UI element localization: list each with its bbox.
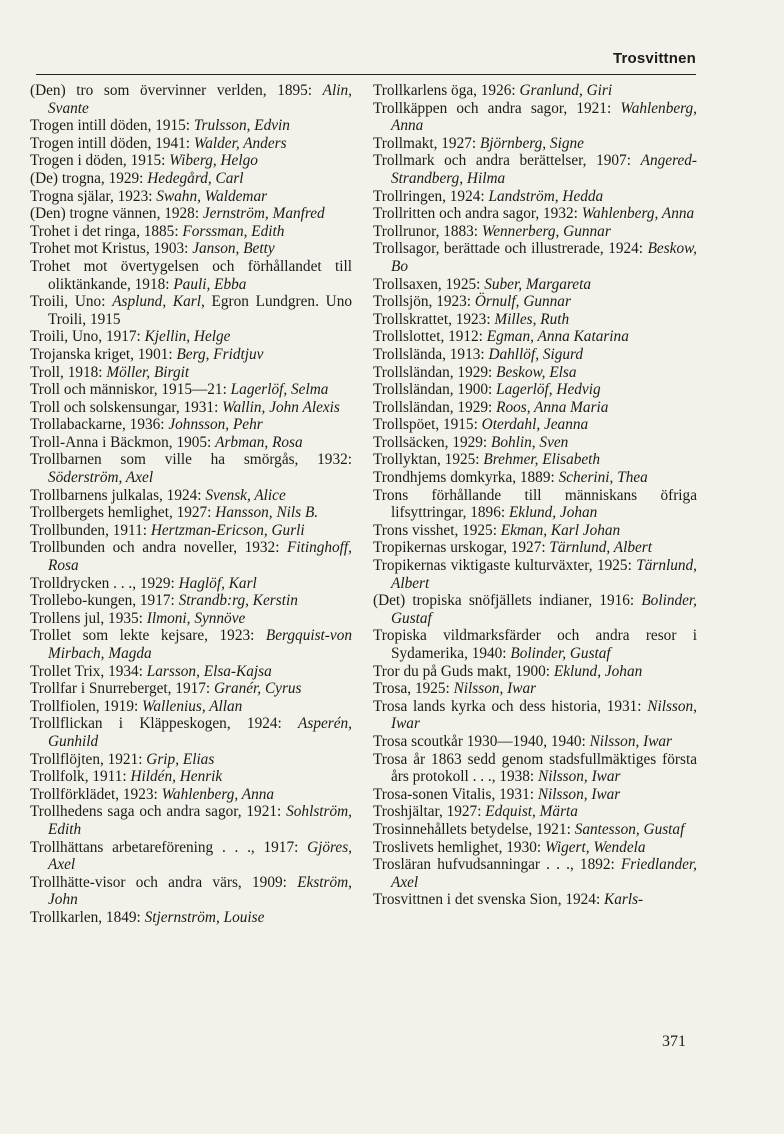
entry-title: Trosa, 1925: xyxy=(373,680,454,698)
index-entry xyxy=(373,346,697,364)
index-entry xyxy=(30,258,352,293)
entry-title: Trollkarlen, 1849: xyxy=(30,908,145,926)
entry-author: Wallin, John Alexis xyxy=(222,398,340,416)
entry-author: Nilsson, Iwar xyxy=(391,697,697,733)
entry-title: (Det) tropiska snöfjällets indianer, 1916: xyxy=(373,592,642,610)
entry-title: Troili, Uno, 1917: xyxy=(30,328,145,346)
entry-title: Trollsäcken, 1929: xyxy=(373,433,491,451)
entry-author: Björnberg, Signe xyxy=(479,134,584,152)
entry-title: Trosvittnen i det svenska Sion, 1924: xyxy=(373,891,605,909)
index-entry xyxy=(373,276,697,294)
entry-author: Asperén, Gunhild xyxy=(48,715,352,750)
entry-title: Trollyktan, 1925: xyxy=(373,451,484,469)
entry-author: Hertzman-Ericson, Gurli xyxy=(150,521,305,539)
index-entry xyxy=(373,522,697,540)
index-entry xyxy=(30,416,352,434)
entry-title: Trogen i döden, 1915: xyxy=(30,152,170,170)
entry-author: Karls- xyxy=(604,891,644,909)
index-entry xyxy=(30,82,352,117)
entry-author: Stjernström, Louise xyxy=(144,908,265,926)
index-entry xyxy=(373,434,697,452)
index-entry xyxy=(373,399,697,417)
index-entry xyxy=(30,680,352,698)
entry-author: Alin, Svante xyxy=(48,82,352,117)
left-column xyxy=(30,82,352,927)
entry-title: Trollfar i Snurreberget, 1917: xyxy=(30,680,214,698)
index-entry xyxy=(373,240,697,275)
entry-author: Tärnlund, Albert xyxy=(549,539,652,557)
entry-title: Trollrunor, 1883: xyxy=(373,222,482,240)
entry-author: Landström, Hedda xyxy=(488,187,604,205)
entry-author: Trulsson, Edvin xyxy=(193,117,290,135)
entry-author: Roos, Anna Maria xyxy=(496,398,609,416)
entry-title: Troili, Uno: xyxy=(30,293,113,311)
entry-title: Trogen intill döden, 1941: xyxy=(30,134,194,152)
entry-title: Tropikernas viktigaste kulturväxter, 1925: xyxy=(373,557,637,575)
entry-author: Berg, Fridtjuv xyxy=(176,345,264,363)
entry-author: Arbman, Rosa xyxy=(215,433,303,451)
index-entry xyxy=(373,627,697,662)
entry-title: Trondhjems domkyrka, 1889: xyxy=(373,469,559,487)
entry-author: Wennerberg, Gunnar xyxy=(481,222,611,240)
index-entry xyxy=(30,205,352,223)
entry-title: Trollmark och andra berättelser, 1907: xyxy=(373,152,641,170)
entry-title: Trogen intill döden, 1915: xyxy=(30,117,194,135)
entry-author: Örnulf, Gunnar xyxy=(474,293,571,311)
entry-title: Troslivets hemlighet, 1930: xyxy=(373,838,545,856)
entry-title: Trollsländan, 1929: xyxy=(373,363,497,381)
index-entry xyxy=(373,539,697,557)
page-number: 371 xyxy=(662,1033,686,1050)
entry-author: Nilsson, Iwar xyxy=(538,768,621,786)
index-entry xyxy=(373,839,697,857)
index-entry xyxy=(373,135,697,153)
entry-author: Lagerlöf, Hedvig xyxy=(496,381,601,399)
index-entry xyxy=(373,328,697,346)
index-entry xyxy=(30,170,352,188)
entry-author: Wahlenberg, Anna xyxy=(391,99,697,135)
entry-author: Johnsson, Pehr xyxy=(168,416,263,434)
index-entry xyxy=(373,698,697,733)
entry-author: Bohlin, Sven xyxy=(490,433,569,451)
entry-title: Trosa år 1863 sedd genom stadsfullmäktiges första års protokoll . . ., 1938: xyxy=(373,750,697,786)
entry-title: Trollringen, 1924: xyxy=(373,187,489,205)
entry-title: Trollbunden, 1911: xyxy=(30,521,151,539)
entry-author: Granlund, Giri xyxy=(519,82,613,99)
entry-author: Söderström, Axel xyxy=(48,469,154,487)
entry-author: Bolinder, Gustaf xyxy=(510,645,611,662)
entry-title: Trollhedens saga och andra sagor, 1921: xyxy=(30,803,287,821)
index-entry xyxy=(30,117,352,135)
entry-author: Milles, Ruth xyxy=(494,310,570,328)
index-entry xyxy=(373,786,697,804)
entry-author: Wahlenberg, Anna xyxy=(581,205,695,223)
index-entry xyxy=(30,786,352,804)
entry-title: Trosa-sonen Vitalis, 1931: xyxy=(373,785,538,803)
entry-author: Nilsson, Iwar xyxy=(537,785,621,803)
entry-author: Granér, Cyrus xyxy=(213,680,302,698)
entry-author: Suber, Margareta xyxy=(484,275,591,293)
index-entry xyxy=(30,346,352,364)
entry-author: Fitinghoff, Rosa xyxy=(48,539,352,575)
entry-author: Eklund, Johan xyxy=(508,504,598,522)
entry-author: Friedlander, Axel xyxy=(391,856,697,891)
entry-title: Trollflöjten, 1921: xyxy=(30,750,147,768)
entry-title: Trollsaxen, 1925: xyxy=(373,275,485,293)
index-entry xyxy=(373,680,697,698)
index-entry xyxy=(373,487,697,522)
index-entry xyxy=(30,715,352,750)
entry-author: Bergquist-von Mirbach, Magda xyxy=(48,627,352,662)
index-entry xyxy=(373,188,697,206)
index-entry xyxy=(30,663,352,681)
entry-title: Trogna själar, 1923: xyxy=(30,187,157,205)
entry-author: Wahlenberg, Anna xyxy=(161,785,275,803)
entry-title: Trollkäppen och andra sagor, 1921: xyxy=(373,99,621,117)
entry-title: Tropiska vildmarksfärder och andra resor i Sydamerika, 1940: xyxy=(373,627,697,662)
entry-author: Lagerlöf, Selma xyxy=(230,381,329,399)
entry-title: Troshjältar, 1927: xyxy=(373,803,486,821)
index-entry xyxy=(30,487,352,505)
index-entry xyxy=(30,698,352,716)
entry-author: Kjellin, Helge xyxy=(144,328,231,346)
entry-title: Trons visshet, 1925: xyxy=(373,521,501,539)
index-entry xyxy=(373,557,697,592)
index-entry xyxy=(30,874,352,909)
entry-title: Trollfolk, 1911: xyxy=(30,768,131,786)
index-entry xyxy=(30,592,352,610)
entry-title: Trollhättans arbetareförening . . ., 1917: xyxy=(30,838,308,856)
index-entry xyxy=(373,293,697,311)
entry-title: Trons förhållande till människans öfriga lifsyttringar, 1896: xyxy=(373,486,697,522)
entry-author: Ekström, John xyxy=(48,873,352,909)
entry-title: Trollabackarne, 1936: xyxy=(30,416,169,434)
entry-author: Angered-Strandberg, Hilma xyxy=(391,152,697,187)
index-entry xyxy=(373,451,697,469)
entry-author: Brehmer, Elisabeth xyxy=(483,451,601,469)
entry-author: Jernström, Manfred xyxy=(202,205,325,223)
entry-title: Trollet som lekte kejsare, 1923: xyxy=(30,627,266,645)
entry-title: Trollflickan i Kläppeskogen, 1924: xyxy=(30,715,299,733)
entry-author: Gjöres, Axel xyxy=(48,838,352,874)
index-entry xyxy=(30,610,352,628)
index-entry xyxy=(30,803,352,838)
index-entry xyxy=(30,399,352,417)
entry-author: Wiberg, Helgo xyxy=(169,152,258,170)
entry-author: Pauli, Ebba xyxy=(173,275,247,293)
entry-title: Trollet Trix, 1934: xyxy=(30,662,147,680)
index-entry xyxy=(373,663,697,681)
entry-title: Trollbarnens julkalas, 1924: xyxy=(30,486,206,504)
entry-author: Nilsson, Iwar xyxy=(589,732,673,750)
entry-title: Trohet mot Kristus, 1903: xyxy=(30,240,193,258)
entry-author: Walder, Anders xyxy=(193,134,287,152)
entry-suffix: Egron Lundgren. Uno Troili, 1915 xyxy=(48,293,352,328)
entry-author: Möller, Birgit xyxy=(106,363,190,381)
entry-author: Eklund, Johan xyxy=(553,662,643,680)
index-entry xyxy=(30,364,352,382)
entry-author: Janson, Betty xyxy=(192,240,275,258)
entry-author: Hansson, Nils B. xyxy=(215,504,319,522)
entry-title: Trojanska kriget, 1901: xyxy=(30,345,177,363)
entry-title: Troll och solskensungar, 1931: xyxy=(30,398,223,416)
entry-title: (Den) tro som övervinner verlden, 1895: xyxy=(30,82,323,99)
entry-author: Tärnlund, Albert xyxy=(391,557,697,592)
entry-title: Trollslända, 1913: xyxy=(373,345,489,363)
entry-title: Trollspöet, 1915: xyxy=(373,416,482,434)
index-entry xyxy=(373,733,697,751)
entry-title: Trosläran hufvudsanningar . . ., 1892: xyxy=(373,856,621,874)
index-entry xyxy=(373,751,697,786)
index-entry xyxy=(373,311,697,329)
entry-title: Trosa lands kyrka och dess historia, 1931: xyxy=(373,697,648,715)
index-entry xyxy=(30,575,352,593)
entry-author: Hedegård, Carl xyxy=(147,169,244,187)
index-entry xyxy=(373,223,697,241)
entry-author: Oterdahl, Jeanna xyxy=(481,416,589,434)
entry-title: Tropikernas urskogar, 1927: xyxy=(373,539,550,557)
entry-title: Trollsländan, 1929: xyxy=(373,398,497,416)
entry-author: Scherini, Thea xyxy=(558,469,648,487)
index-entry xyxy=(30,451,352,486)
entry-author: Sohlström, Edith xyxy=(48,803,352,838)
index-entry xyxy=(373,100,697,135)
index-entry xyxy=(373,803,697,821)
entry-author: Nilsson, Iwar xyxy=(453,680,537,698)
index-entry xyxy=(30,328,352,346)
entry-author: Haglöf, Karl xyxy=(178,574,257,592)
entry-title: Trollslottet, 1912: xyxy=(373,328,487,346)
index-entry xyxy=(373,416,697,434)
entry-title: Troll, 1918: xyxy=(30,363,107,381)
entry-title: Troll-Anna i Bäckmon, 1905: xyxy=(30,433,216,451)
entry-title: Troll och människor, 1915—21: xyxy=(30,381,231,399)
entry-author: Forssman, Edith xyxy=(182,222,285,240)
entry-author: Wigert, Wendela xyxy=(544,838,646,856)
index-entry xyxy=(30,293,352,328)
entry-author: Ilmoni, Synnöve xyxy=(146,609,246,627)
entry-author: Hildén, Henrik xyxy=(130,768,223,786)
entry-author: Ekman, Karl Johan xyxy=(500,521,621,539)
index-entry xyxy=(373,152,697,187)
entry-title: (Den) trogne vännen, 1928: xyxy=(30,205,203,223)
entry-author: Dahllöf, Sigurd xyxy=(488,345,584,363)
entry-title: Trollsjön, 1923: xyxy=(373,293,475,311)
index-entry xyxy=(373,364,697,382)
entry-author: Edquist, Märta xyxy=(485,803,578,821)
entry-title: Trolldrycken . . ., 1929: xyxy=(30,574,179,592)
index-entry xyxy=(30,240,352,258)
index-entry xyxy=(30,839,352,874)
index-entry xyxy=(30,188,352,206)
index-entry xyxy=(30,152,352,170)
index-entry xyxy=(30,627,352,662)
entry-title: Trollförklädet, 1923: xyxy=(30,785,162,803)
entry-title: Trollfiolen, 1919: xyxy=(30,697,143,715)
entry-title: Trollmakt, 1927: xyxy=(373,134,480,152)
index-entry xyxy=(373,856,697,891)
index-entry xyxy=(373,381,697,399)
entry-author: Santesson, Gustaf xyxy=(574,820,685,838)
index-entry xyxy=(373,205,697,223)
index-entry xyxy=(30,751,352,769)
entry-title: Trollsländan, 1900: xyxy=(373,381,497,399)
index-entry xyxy=(30,522,352,540)
header-rule xyxy=(36,74,696,75)
entry-author: Swahn, Waldemar xyxy=(156,187,268,205)
index-entry xyxy=(30,223,352,241)
index-entry xyxy=(373,891,697,909)
index-entry xyxy=(30,504,352,522)
index-entry xyxy=(30,434,352,452)
entry-author: Wallenius, Allan xyxy=(142,697,243,715)
entry-title: Trollskrattet, 1923: xyxy=(373,310,495,328)
entry-title: Trohet i det ringa, 1885: xyxy=(30,222,183,240)
entry-title: Trollkarlens öga, 1926: xyxy=(373,82,520,99)
entry-author: Larsson, Elsa-Kajsa xyxy=(146,662,272,680)
index-entry xyxy=(30,539,352,574)
entry-title: Trollhätte-visor och andra värs, 1909: xyxy=(30,873,298,891)
entry-title: Trollritten och andra sagor, 1932: xyxy=(373,205,582,223)
entry-title: Trollens jul, 1935: xyxy=(30,609,147,627)
right-column xyxy=(373,82,697,909)
entry-title: Trollebo-kungen, 1917: xyxy=(30,592,179,610)
index-entry xyxy=(373,469,697,487)
index-entry xyxy=(373,82,697,100)
entry-title: Trollbarnen som ville ha smörgås, 1932: xyxy=(30,451,352,469)
index-entry xyxy=(30,381,352,399)
entry-author: Beskow, Elsa xyxy=(496,363,577,381)
entry-author: Egman, Anna Katarina xyxy=(486,328,629,346)
entry-author: Strandb:rg, Kerstin xyxy=(178,592,298,610)
index-entry xyxy=(30,909,352,927)
entry-title: Trosinnehållets betydelse, 1921: xyxy=(373,820,575,838)
entry-title: (De) trogna, 1929: xyxy=(30,169,148,187)
entry-title: Trosa scoutkår 1930—1940, 1940: xyxy=(373,732,590,750)
entry-author: Asplund, Karl, xyxy=(112,293,205,311)
entry-title: Tror du på Guds makt, 1900: xyxy=(373,662,554,680)
entry-author: Bolinder, Gustaf xyxy=(391,592,697,627)
entry-title: Trollbergets hemlighet, 1927: xyxy=(30,504,216,522)
entry-title: Trollsagor, berättade och illustrerade, 1924: xyxy=(373,240,648,258)
entry-title: Trohet mot övertygelsen och förhållandet till oliktänkande, 1918: xyxy=(30,257,352,293)
entry-author: Beskow, Bo xyxy=(391,240,697,275)
index-entry xyxy=(30,768,352,786)
running-title: Trosvittnen xyxy=(612,50,696,67)
entry-author: Grip, Elias xyxy=(146,750,215,768)
entry-title: Trollbunden och andra noveller, 1932: xyxy=(30,539,287,557)
index-entry xyxy=(373,592,697,627)
index-entry xyxy=(30,135,352,153)
index-entry xyxy=(373,821,697,839)
entry-author: Svensk, Alice xyxy=(205,486,286,504)
